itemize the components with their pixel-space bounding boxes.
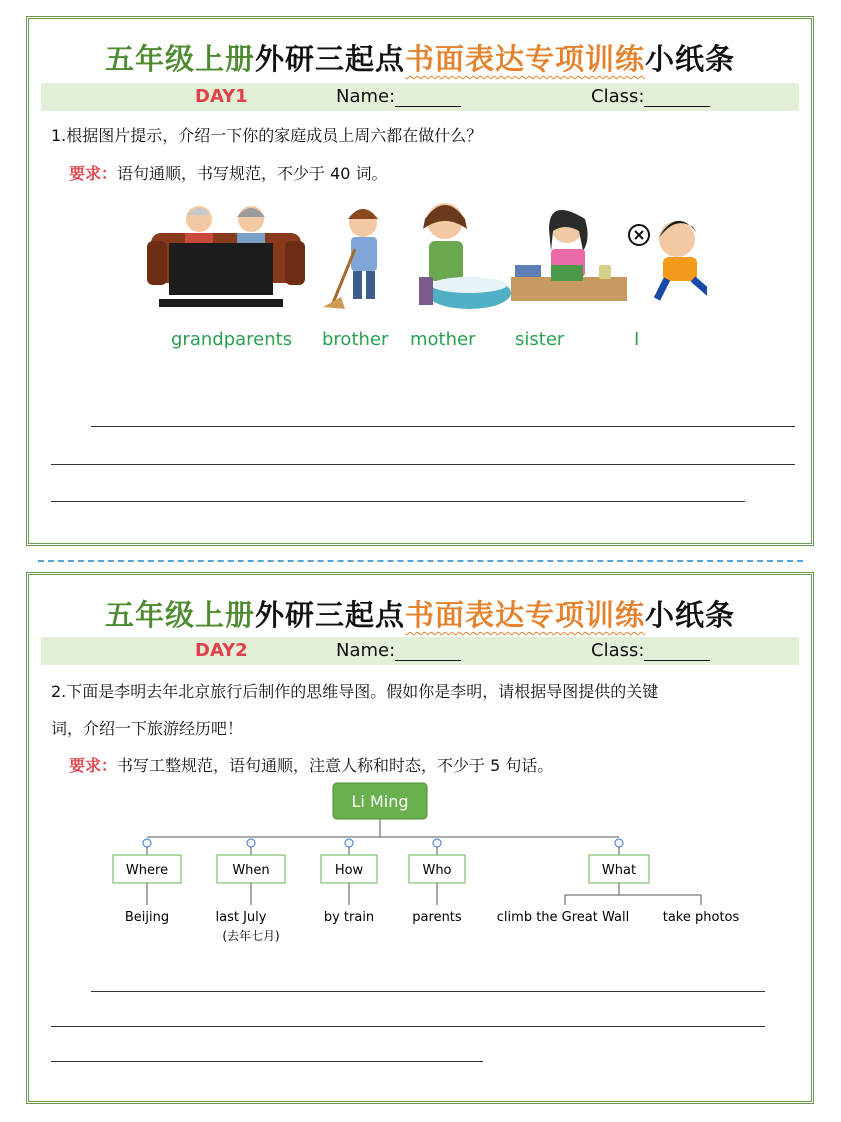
- name-field[interactable]: [336, 86, 461, 107]
- worksheet-title: [29, 593, 811, 634]
- requirement-label: 要求：: [69, 756, 118, 775]
- boy-football-illustration: [629, 221, 707, 299]
- name-field[interactable]: [336, 640, 461, 661]
- label-sister: sister: [515, 329, 565, 350]
- leaf-take-photos: take photos: [662, 910, 740, 925]
- name-blank[interactable]: [395, 642, 461, 661]
- branch-who: [409, 839, 465, 925]
- answer-line-1[interactable]: [91, 426, 795, 427]
- sister-illustration: [511, 210, 627, 301]
- title-topic: 书面表达专项训练: [405, 598, 646, 632]
- branch-where: [113, 839, 181, 925]
- leaf-climb-great-wall: climb the Great Wall: [496, 910, 630, 925]
- requirement: [69, 753, 553, 776]
- label-mother: mother: [410, 329, 476, 350]
- title-grade: 五年级上册: [104, 42, 255, 76]
- name-label: Name:: [336, 640, 396, 661]
- requirement: [69, 161, 388, 184]
- mind-map-root: Li Ming: [351, 792, 409, 811]
- worksheet-title: [29, 37, 811, 78]
- class-blank[interactable]: [644, 642, 710, 661]
- answer-line-2[interactable]: [51, 1026, 765, 1027]
- class-label: Class:: [591, 86, 645, 107]
- question-text-line-1: 2.下面是李明去年北京旅行后制作的思维导图。假如你是李明，请根据导图提供的关键: [51, 682, 659, 701]
- answer-line-1[interactable]: [91, 991, 765, 992]
- info-bar: [41, 637, 799, 665]
- question-text: 1.根据图片提示，介绍一下你的家庭成员上周六都在做什么？: [51, 126, 483, 145]
- branch-when: [216, 839, 285, 943]
- branch-where-label: Where: [125, 863, 169, 878]
- leaf-parents: parents: [412, 910, 462, 925]
- info-bar: [41, 83, 799, 111]
- grandparents-illustration: [147, 206, 305, 307]
- class-field[interactable]: [591, 86, 710, 107]
- mother-illustration: [419, 203, 511, 309]
- answer-line-3[interactable]: [51, 501, 745, 502]
- label-i: I: [634, 329, 640, 350]
- name-blank[interactable]: [395, 88, 461, 107]
- leaf-by-train: by train: [323, 910, 375, 925]
- answer-line-2[interactable]: [51, 464, 795, 465]
- requirement-text: 语句通顺，书写规范，不少于 40 词。: [117, 164, 388, 183]
- branch-how-label: How: [334, 863, 364, 878]
- family-illustration: [147, 197, 707, 309]
- answer-line-3[interactable]: [51, 1061, 483, 1062]
- class-label: Class:: [591, 640, 645, 661]
- worksheet-day2: [26, 572, 814, 1104]
- day-label: DAY1: [195, 86, 248, 107]
- title-topic: 书面表达专项训练: [405, 42, 646, 76]
- branch-when-label: When: [232, 863, 270, 878]
- leaf-last-july-cn: (去年七月): [222, 929, 280, 943]
- title-suffix: 小纸条: [645, 42, 736, 76]
- requirement-label: 要求：: [69, 164, 118, 183]
- branch-what: [497, 839, 740, 925]
- label-grandparents: grandparents: [171, 329, 293, 350]
- name-label: Name:: [336, 86, 396, 107]
- leaf-beijing: Beijing: [124, 910, 170, 925]
- requirement-text: 书写工整规范，语句通顺，注意人称和时态，不少于 5 句话。: [117, 756, 554, 775]
- branch-who-label: Who: [422, 863, 452, 878]
- title-edition: 外研三起点: [254, 42, 405, 76]
- title-suffix: 小纸条: [645, 598, 736, 632]
- brother-illustration: [323, 209, 378, 309]
- branch-how: [321, 839, 377, 925]
- cut-line: [38, 560, 803, 562]
- leaf-last-july: last July: [215, 910, 267, 925]
- worksheet-day1: [26, 16, 814, 546]
- title-edition: 外研三起点: [254, 598, 405, 632]
- class-blank[interactable]: [644, 88, 710, 107]
- title-grade: 五年级上册: [104, 598, 255, 632]
- question-text-line-2: 词，介绍一下旅游经历吧！: [51, 719, 244, 738]
- mind-map: [29, 779, 789, 959]
- label-brother: brother: [322, 329, 389, 350]
- day-label: DAY2: [195, 640, 248, 661]
- class-field[interactable]: [591, 640, 710, 661]
- branch-what-label: What: [601, 863, 637, 878]
